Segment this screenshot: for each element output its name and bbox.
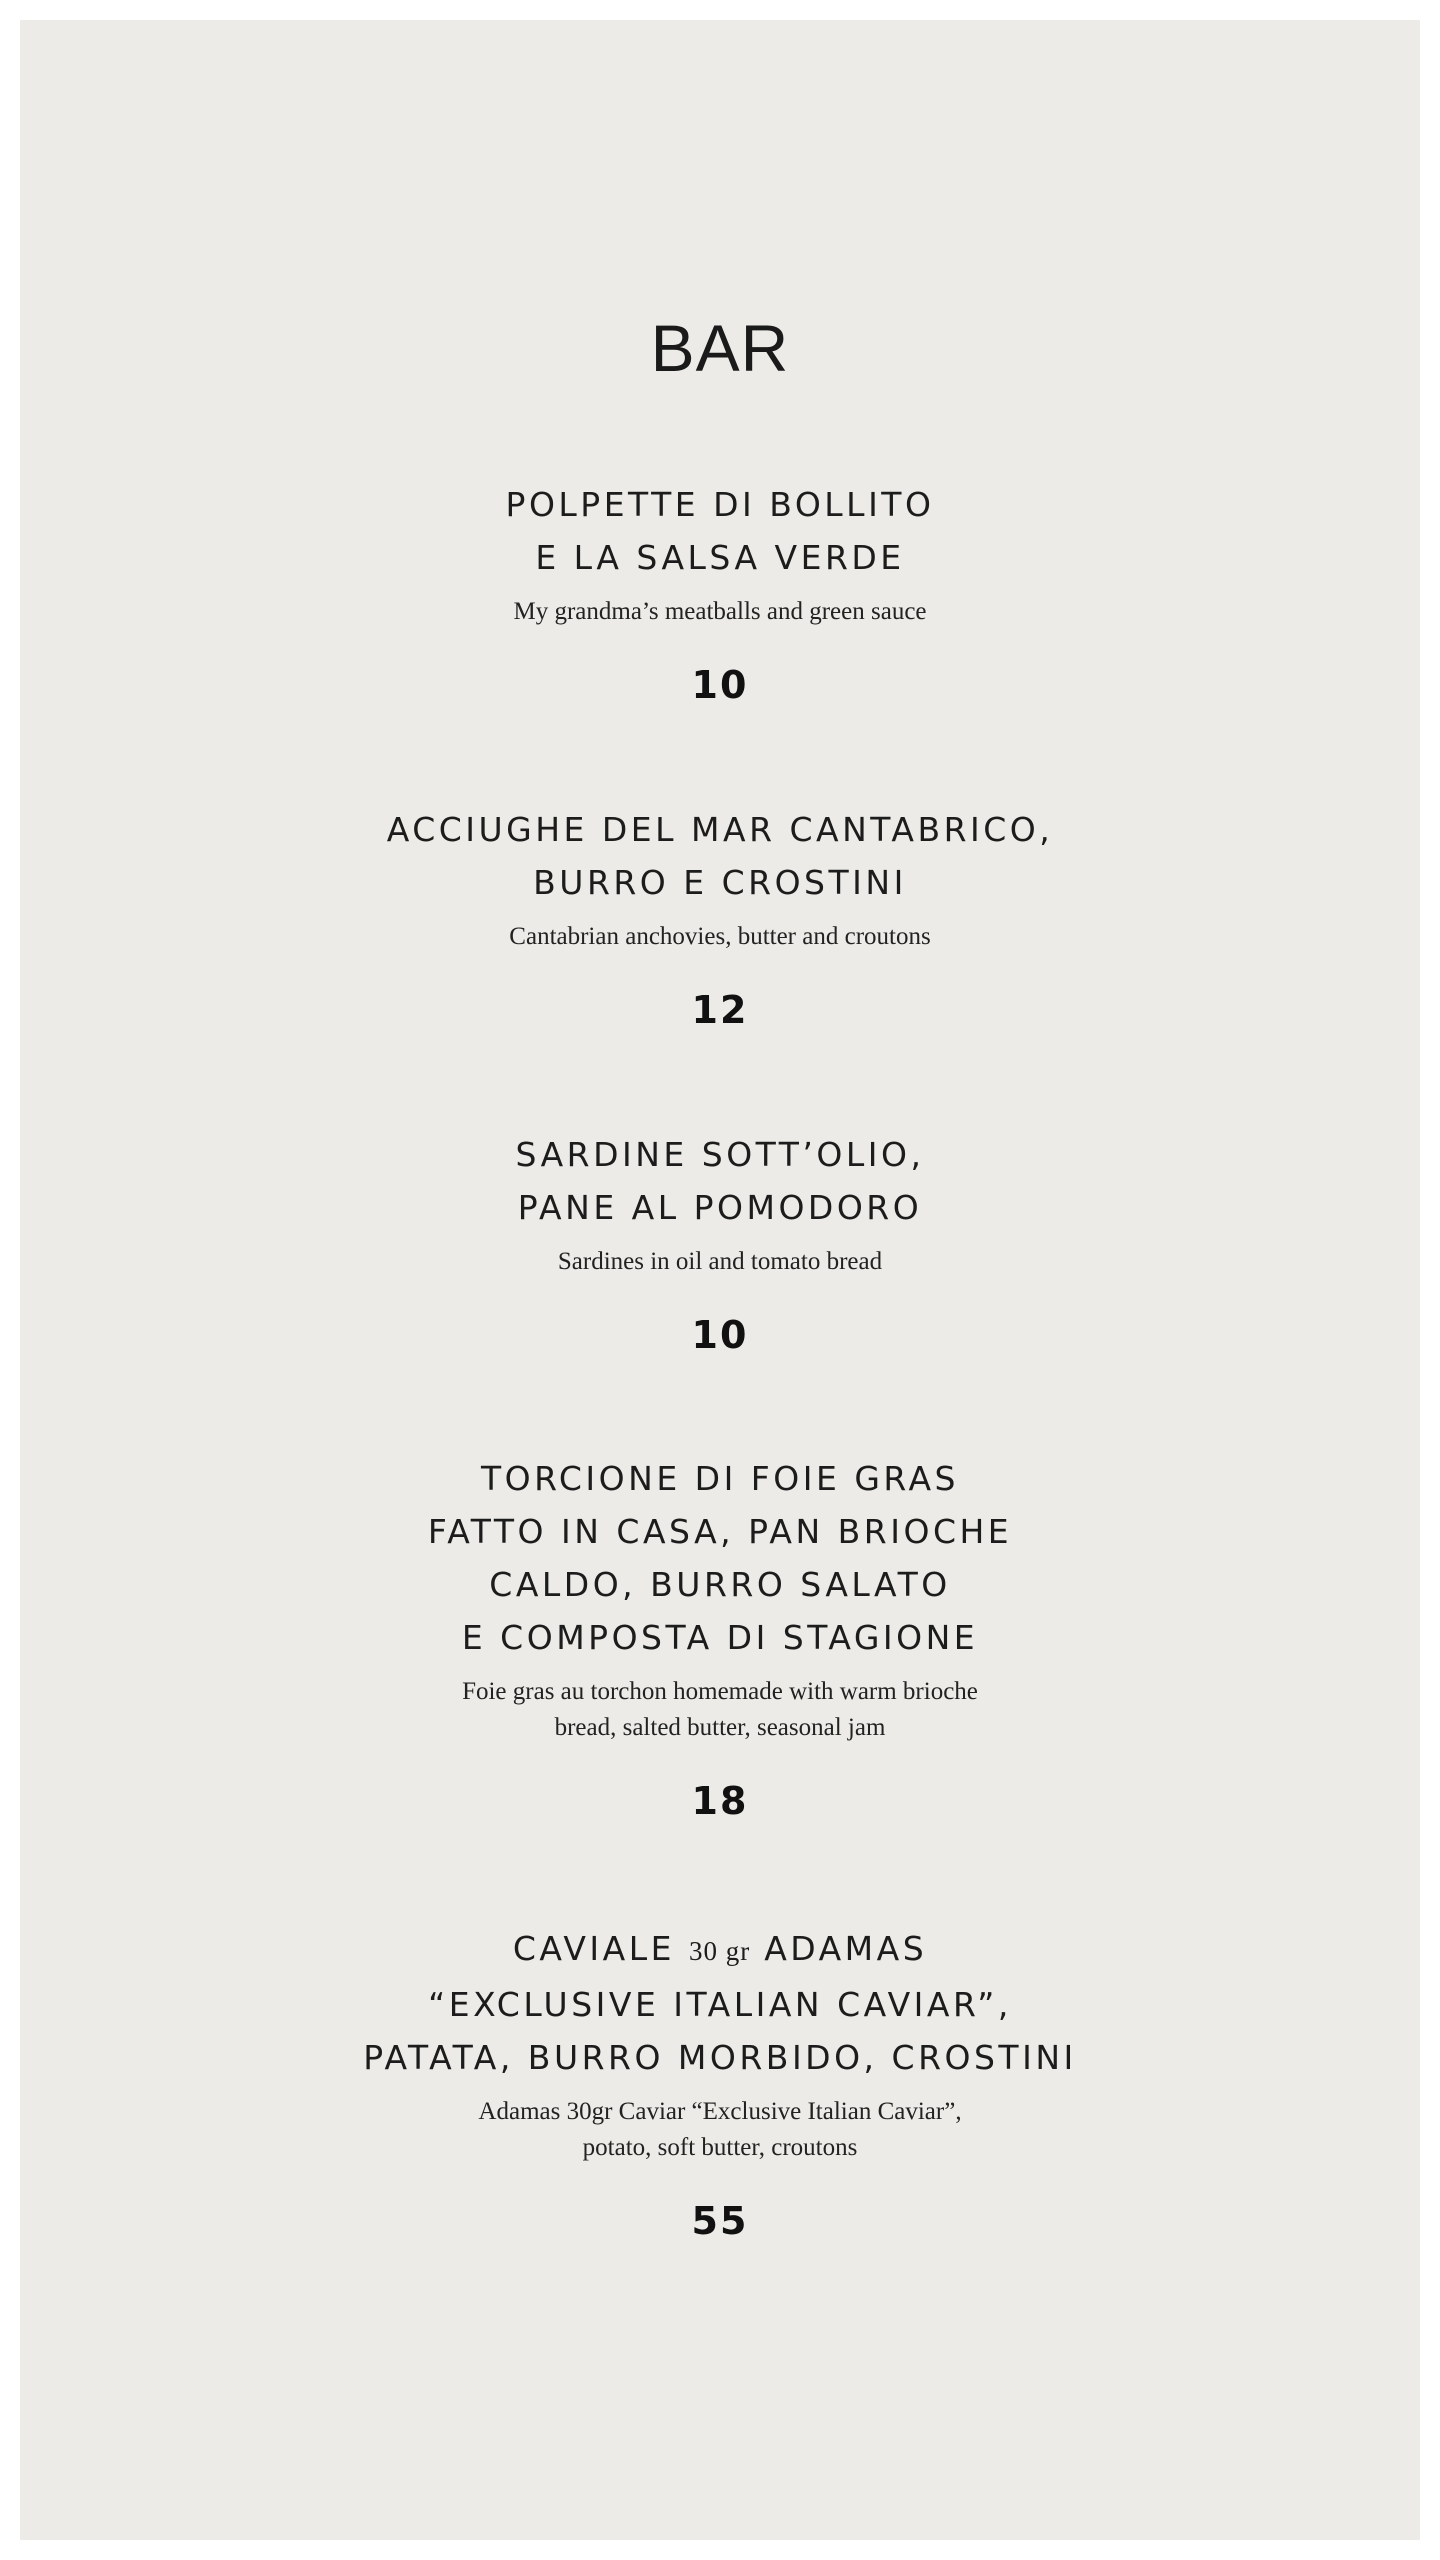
item-name-line: ACCIUGHE DEL MAR CANTABRICO,: [386, 810, 1054, 849]
item-name-line: BURRO E CROSTINI: [533, 863, 907, 902]
item-name-line: POLPETTE DI BOLLITO: [505, 485, 935, 524]
item-name-line: [20, 1922, 1420, 1978]
item-description-line: Foie gras au torchon homemade with warm brioche: [462, 1678, 978, 1705]
menu-item: [20, 1452, 1420, 1826]
item-description-line: Sardines in oil and tomato bread: [557, 1248, 883, 1275]
item-name: [20, 1128, 1420, 1234]
item-name-line: PATATA, BURRO MORBIDO, CROSTINI: [363, 2038, 1077, 2077]
item-description: [20, 1674, 1420, 1746]
item-name-part: CAVIALE: [512, 1929, 675, 1968]
item-price: 18: [691, 1779, 749, 1823]
item-description-line: Adamas 30gr Caviar “Exclusive Italian Caviar”,: [478, 2098, 962, 2125]
item-price: 10: [691, 663, 749, 707]
item-name-weight: 30 gr: [688, 1936, 751, 1966]
menu-item: [20, 803, 1420, 1035]
item-price: 55: [691, 2199, 749, 2243]
item-description-line: My grandma’s meatballs and green sauce: [513, 598, 927, 625]
item-price: 10: [691, 1313, 749, 1357]
item-description: [20, 594, 1420, 630]
item-name: [20, 1452, 1420, 1664]
item-name-line: E COMPOSTA DI STAGIONE: [461, 1618, 979, 1657]
item-description: [20, 2094, 1420, 2166]
item-price: 12: [691, 988, 749, 1032]
item-name-line: E LA SALSA VERDE: [535, 538, 905, 577]
item-name-line: TORCIONE DI FOIE GRAS: [480, 1459, 960, 1498]
item-description: [20, 1244, 1420, 1280]
menu-title: BAR: [650, 311, 790, 385]
item-description-line: potato, soft butter, croutons: [582, 2134, 858, 2161]
menu-item: [20, 478, 1420, 710]
menu-page: [20, 20, 1420, 2540]
item-name-line: SARDINE SOTT’OLIO,: [515, 1135, 925, 1174]
item-name-line: FATTO IN CASA, PAN BRIOCHE: [427, 1512, 1013, 1551]
item-name-line: “EXCLUSIVE ITALIAN CAVIAR”,: [428, 1985, 1012, 2024]
item-description-line: Cantabrian anchovies, butter and croutons: [509, 923, 931, 950]
menu-item: [20, 1128, 1420, 1360]
item-name: [20, 803, 1420, 909]
item-name: [20, 478, 1420, 584]
item-name-line: CALDO, BURRO SALATO: [489, 1565, 951, 1604]
item-description: [20, 919, 1420, 955]
item-name-part: ADAMAS: [764, 1929, 928, 1968]
item-description-line: bread, salted butter, seasonal jam: [554, 1714, 886, 1741]
item-name-line: PANE AL POMODORO: [517, 1188, 923, 1227]
menu-item: [20, 1922, 1420, 2246]
item-name: [20, 1922, 1420, 2084]
